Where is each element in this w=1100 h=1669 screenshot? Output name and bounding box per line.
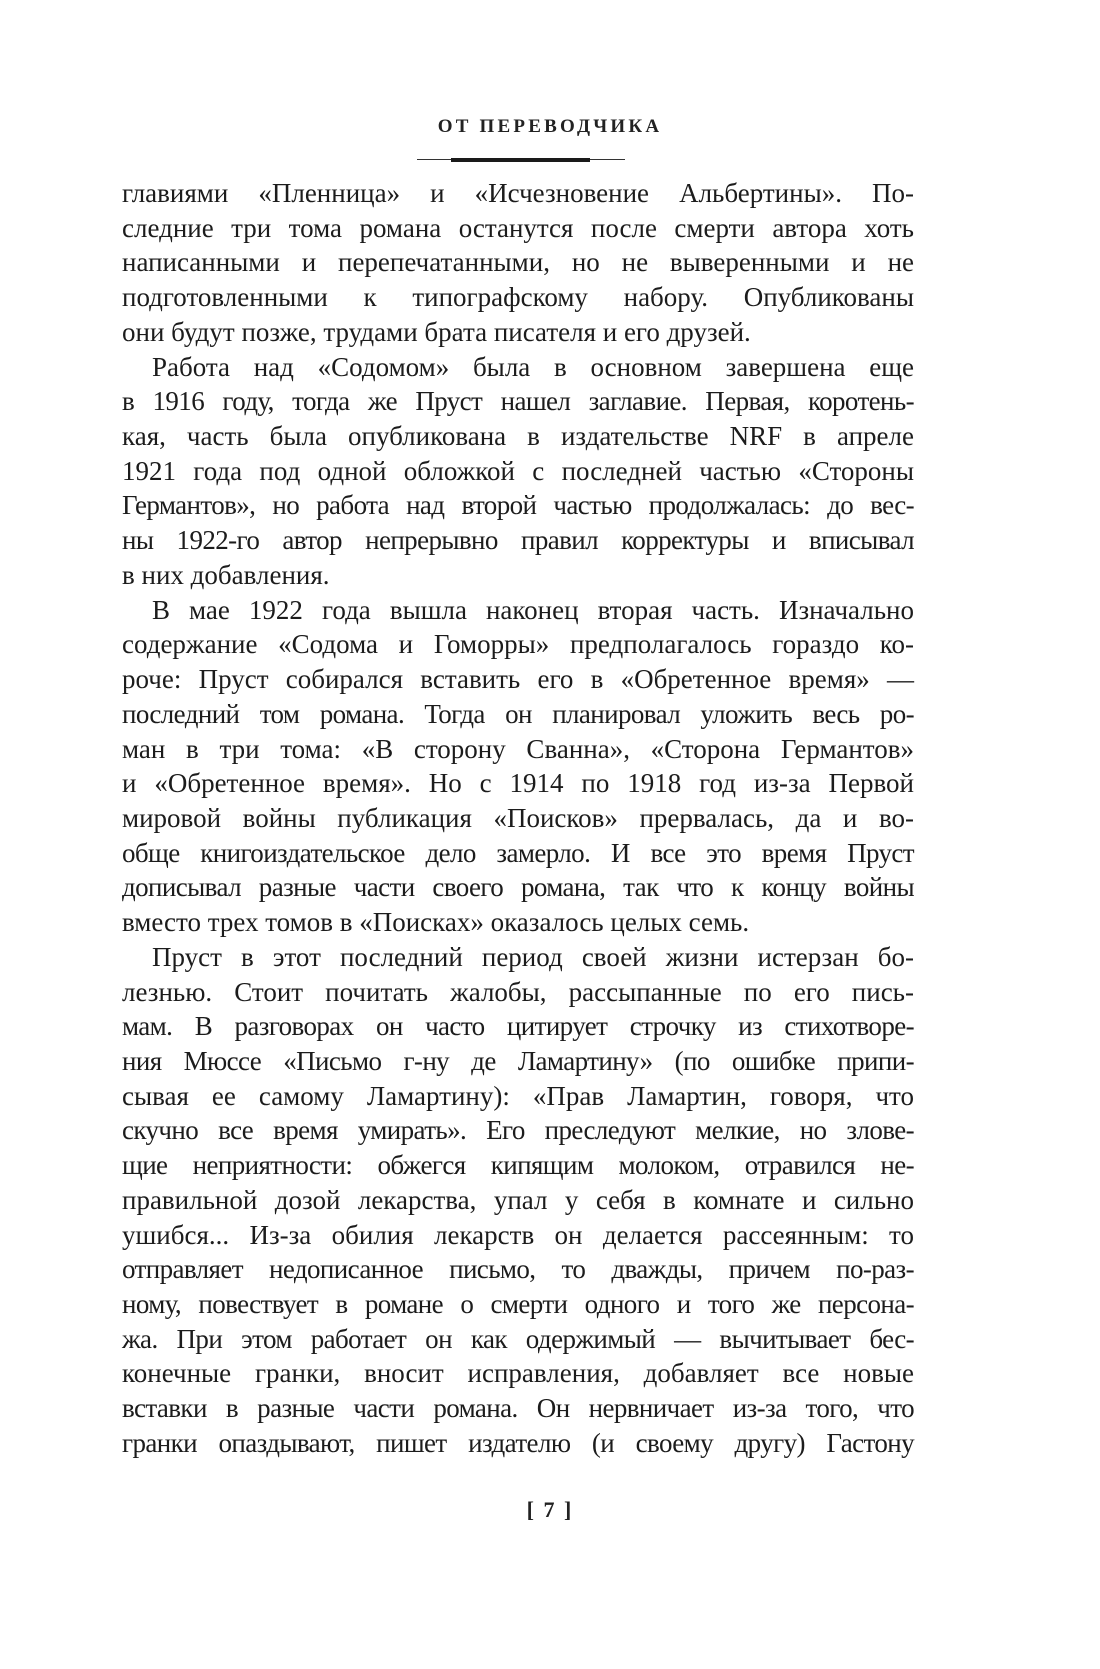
text-line: ны 1922-го автор непрерывно правил корректуры и вписывал [122,525,914,556]
text-line: подготовленными к типографскому набору. Опубликованы [122,282,914,313]
text-line: мам. В разговорах он часто цитирует строчку из стихотворе- [122,1011,914,1042]
page-number: [ 7 ] [526,1497,574,1522]
text-line: мировой войны публикация «Поисков» прервалась, да и во- [122,802,914,833]
text-line: ман в три тома: «В сторону Сванна», «Сторона Германтов» [122,733,914,764]
text-line: ния Мюссе «Письмо г-ну де Ламартину» (по ошибке припи- [122,1045,914,1076]
text-line: ному, повествует в романе о смерти одного и того же персона- [122,1289,914,1319]
text-line: лезнью. Стоит почитать жалобы, рассыпанные по его пись- [122,976,914,1007]
text-line: и «Обретенное время». Но с 1914 по 1918 год из-за Первой [122,768,914,799]
running-head-rule-accent [451,158,590,162]
text-line: содержание «Содома и Гоморры» предполагалось гораздо ко- [122,629,914,660]
text-line: Германтов», но работа над второй частью продолжалась: до вес- [122,490,914,521]
paragraph [122,940,914,1461]
body-text [122,176,914,1461]
text-line: В мае 1922 года вышла наконец вторая часть. Изначально [152,594,914,625]
paragraph [122,350,914,593]
running-head: ОТ ПЕРЕВОДЧИКА [437,116,663,137]
text-line: кая, часть была опубликована в издательстве NRF в апреле [122,421,914,452]
text-line: щие неприятности: обжегся кипящим молоком, отравился не- [122,1150,914,1181]
text-line: следние три тома романа останутся после смерти автора хоть [122,212,914,243]
text-line: Работа над «Содомом» была в основном завершена еще [152,351,914,382]
text-line: главиями «Пленница» и «Исчезновение Альбертины». По- [122,178,914,208]
text-line: вместо трех томов в «Поисках» оказалось целых семь. [122,907,750,938]
text-line: 1921 года под одной обложкой с последней частью «Стороны [122,455,914,486]
text-line: ушибся... Из-за обилия лекарств он делается рассеянным: то [122,1219,914,1250]
text-line: в них добавления. [122,559,330,590]
text-line: гранки опаздывают, пишет издателю (и своему другу) Гастону [122,1427,914,1458]
text-line: сывая ее самому Ламартину): «Прав Ламартин, говоря, что [122,1080,914,1111]
text-line: написанными и перепечатанными, но не выверенными и не [122,247,914,278]
text-line: скучно все время умирать». Его преследуют мелкие, но злове- [122,1115,914,1146]
text-line: вставки в разные части романа. Он нервничает из-за того, что [122,1393,914,1424]
text-line: правильной дозой лекарства, упал у себя в комнате и сильно [122,1184,914,1215]
paragraph [122,176,914,350]
text-line: в 1916 году, тогда же Пруст нашел заглавие. Первая, коротень- [122,386,914,417]
text-line: дописывал разные части своего романа, так что к концу войны [122,872,914,903]
text-line: отправляет недописанное письмо, то дважды, причем по-раз- [122,1254,914,1285]
text-line: жа. При этом работает он как одержимый — вычитывает бес- [122,1323,914,1354]
paragraph [122,593,914,940]
text-line: конечные гранки, вносит исправления, добавляет все новые [122,1358,914,1389]
text-line: они будут позже, трудами брата писателя и его друзей. [122,316,751,347]
text-line: последний том романа. Тогда он планировал уложить весь ро- [122,698,914,729]
text-line: Пруст в этот последний период своей жизни истерзан бо- [152,941,914,972]
text-line: роче: Пруст собирался вставить его в «Обретенное время» — [122,664,914,695]
text-line: обще книгоиздательское дело замерло. И все это время Пруст [122,837,914,868]
